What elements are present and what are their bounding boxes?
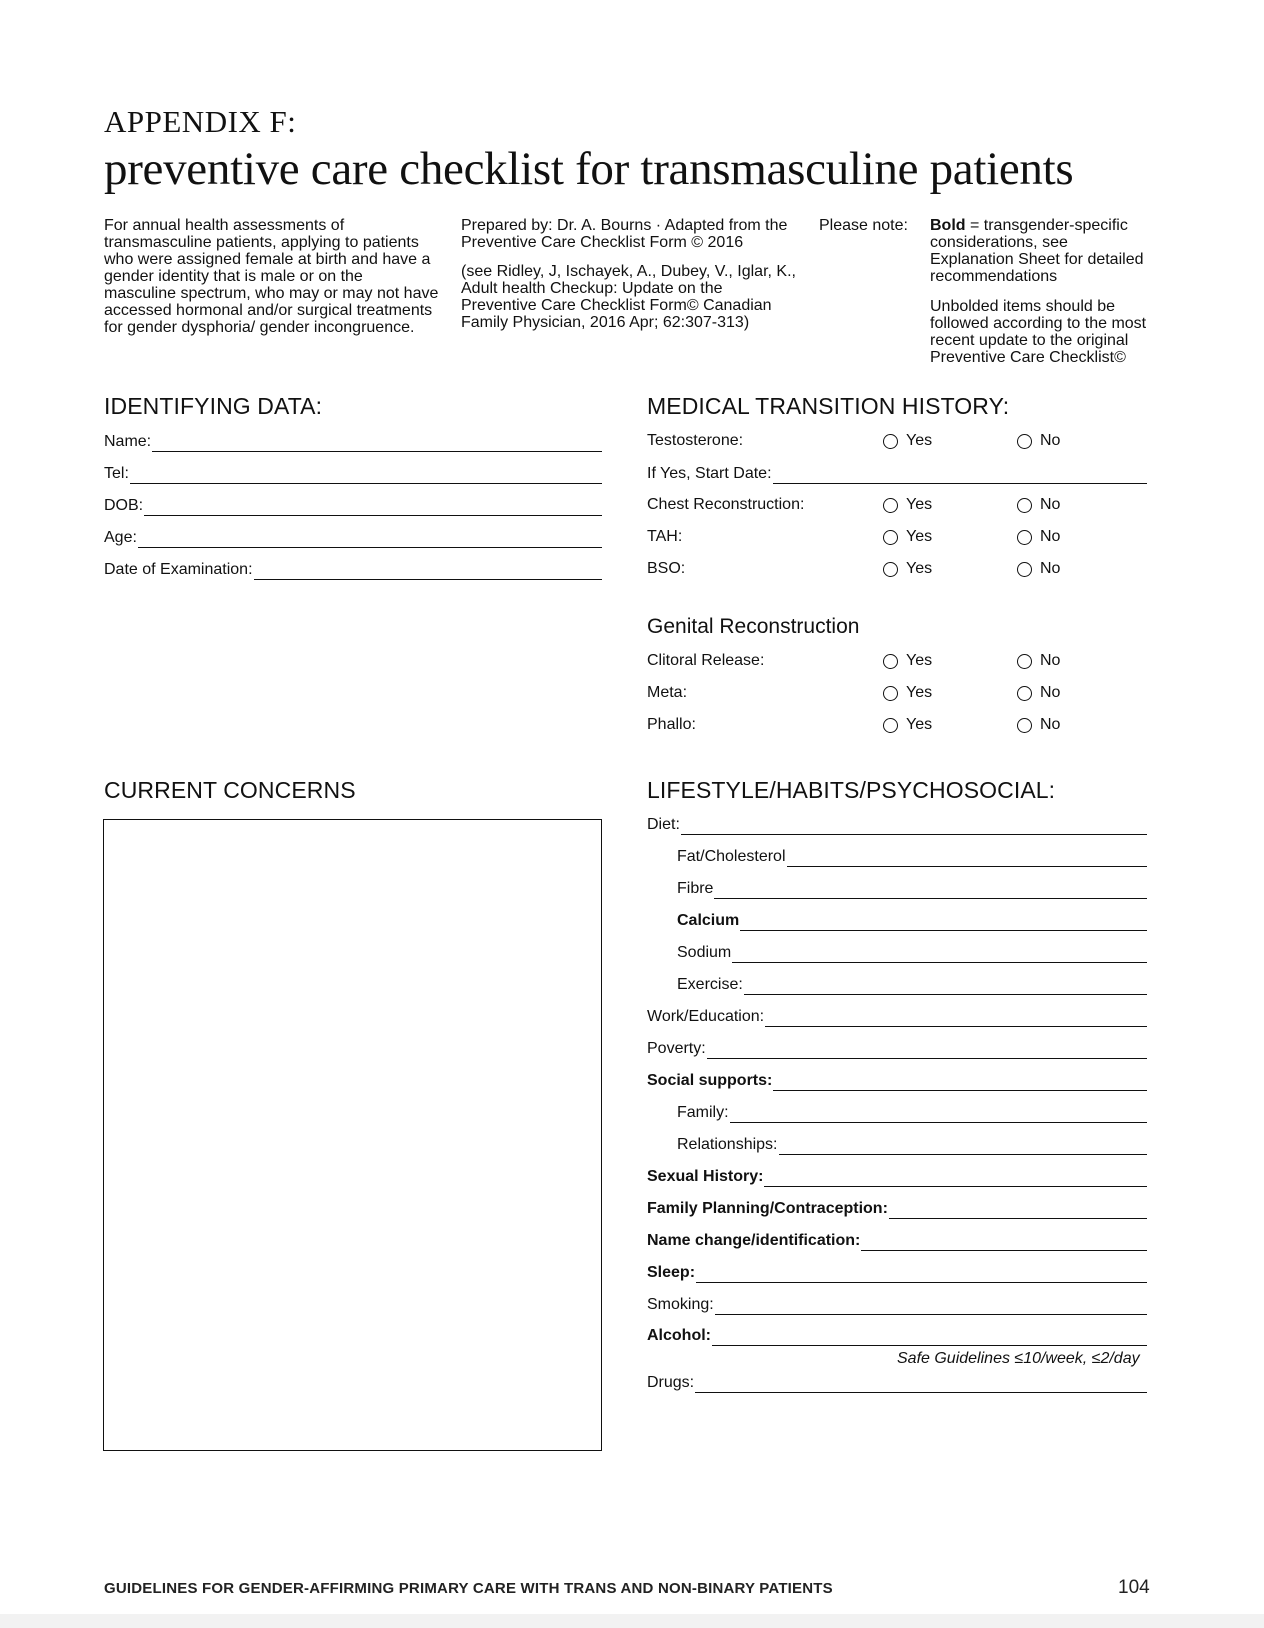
diet-input-line[interactable] <box>681 816 1147 835</box>
family-planning-label: Family Planning/Contraception: <box>647 1200 888 1217</box>
phallo-no-option[interactable] <box>1017 715 1060 735</box>
diet-field[interactable] <box>647 815 1147 835</box>
chest-yes-option[interactable] <box>883 495 932 515</box>
radio-circle-icon[interactable] <box>883 686 898 701</box>
reference-text: (see Ridley, J, Ischayek, A., Dubey, V., Iglar, K., Adult health Checkup: Update on the Preventive Care Checklist Form© Canadian Family Physician, 2016 Apr; 62:307-313) <box>461 263 796 331</box>
phallo-row <box>647 715 1147 735</box>
chest-no-option[interactable] <box>1017 495 1060 515</box>
age-input-line[interactable] <box>138 529 602 548</box>
no-label: No <box>1040 652 1061 669</box>
start-date-field[interactable] <box>647 464 1147 484</box>
family-input-line[interactable] <box>730 1104 1147 1123</box>
footer-title: GUIDELINES FOR GENDER-AFFIRMING PRIMARY CARE WITH TRANS AND NON-BINARY PATIENTS <box>104 1580 833 1597</box>
name-change-label: Name change/identification: <box>647 1232 861 1249</box>
chest-label: Chest Reconstruction: <box>647 496 805 513</box>
poverty-label: Poverty: <box>647 1040 706 1057</box>
sexual-history-label: Sexual History: <box>647 1168 764 1185</box>
yes-label: Yes <box>906 716 933 733</box>
bso-yes-option[interactable] <box>883 559 932 579</box>
alcohol-field[interactable] <box>647 1326 1147 1346</box>
dob-label: DOB: <box>104 497 144 514</box>
no-label: No <box>1040 528 1061 545</box>
tel-input-line[interactable] <box>130 465 602 484</box>
name-change-field[interactable] <box>647 1231 1147 1251</box>
testosterone-no-option[interactable] <box>1017 431 1060 451</box>
fat-label: Fat/Cholesterol <box>677 848 786 865</box>
current-concerns-heading: CURRENT CONCERNS <box>104 777 356 803</box>
family-field[interactable] <box>677 1103 1147 1123</box>
alcohol-label: Alcohol: <box>647 1327 711 1344</box>
work-input-line[interactable] <box>765 1008 1147 1027</box>
sleep-label: Sleep: <box>647 1264 696 1281</box>
radio-circle-icon[interactable] <box>1017 718 1032 733</box>
page-number: 104 <box>1118 1577 1150 1598</box>
genital-reconstruction-heading: Genital Reconstruction <box>647 615 860 638</box>
yes-label: Yes <box>906 432 933 449</box>
family-planning-input-line[interactable] <box>889 1200 1147 1219</box>
dob-field[interactable] <box>104 496 602 516</box>
radio-circle-icon[interactable] <box>883 498 898 513</box>
please-note-label: Please note: <box>819 217 908 234</box>
tel-field[interactable] <box>104 464 602 484</box>
name-label: Name: <box>104 433 152 450</box>
tah-label: TAH: <box>647 528 683 545</box>
radio-circle-icon[interactable] <box>883 434 898 449</box>
fibre-field[interactable] <box>677 879 1147 899</box>
bso-no-option[interactable] <box>1017 559 1060 579</box>
social-supports-field[interactable] <box>647 1071 1147 1091</box>
radio-circle-icon[interactable] <box>1017 686 1032 701</box>
social-supports-label: Social supports: <box>647 1072 773 1089</box>
yes-label: Yes <box>906 684 933 701</box>
radio-circle-icon[interactable] <box>883 718 898 733</box>
exam-date-label: Date of Examination: <box>104 561 253 578</box>
calcium-input-line[interactable] <box>740 912 1147 931</box>
family-label: Family: <box>677 1104 729 1121</box>
family-planning-field[interactable] <box>647 1199 1147 1219</box>
drugs-label: Drugs: <box>647 1374 695 1391</box>
bso-row <box>647 559 1147 579</box>
medical-transition-heading: MEDICAL TRANSITION HISTORY: <box>647 393 1010 419</box>
poverty-field[interactable] <box>647 1039 1147 1059</box>
yes-label: Yes <box>906 652 933 669</box>
relationships-label: Relationships: <box>677 1136 778 1153</box>
radio-circle-icon[interactable] <box>883 530 898 545</box>
name-field[interactable] <box>104 432 602 452</box>
clitoral-no-option[interactable] <box>1017 651 1060 671</box>
clitoral-yes-option[interactable] <box>883 651 932 671</box>
work-label: Work/Education: <box>647 1008 765 1025</box>
no-label: No <box>1040 684 1061 701</box>
phallo-label: Phallo: <box>647 716 696 733</box>
tah-no-option[interactable] <box>1017 527 1060 547</box>
no-label: No <box>1040 432 1061 449</box>
phallo-yes-option[interactable] <box>883 715 932 735</box>
sleep-input-line[interactable] <box>696 1264 1147 1283</box>
page-title: preventive care checklist for transmasculine patients <box>104 143 1074 195</box>
smoking-input-line[interactable] <box>715 1296 1147 1315</box>
sodium-label: Sodium <box>677 944 732 961</box>
prepared-by-text: Prepared by: Dr. A. Bourns · Adapted from the Preventive Care Checklist Form © 2016 <box>461 217 788 251</box>
yes-label: Yes <box>906 496 933 513</box>
fat-input-line[interactable] <box>787 848 1148 867</box>
dob-input-line[interactable] <box>144 497 602 516</box>
radio-circle-icon[interactable] <box>1017 654 1032 669</box>
no-label: No <box>1040 560 1061 577</box>
testosterone-row <box>647 431 1147 451</box>
no-label: No <box>1040 496 1061 513</box>
sodium-input-line[interactable] <box>732 944 1147 963</box>
radio-circle-icon[interactable] <box>1017 434 1032 449</box>
sleep-field[interactable] <box>647 1263 1147 1283</box>
sexual-history-field[interactable] <box>647 1167 1147 1187</box>
bso-label: BSO: <box>647 560 686 577</box>
sexual-history-input-line[interactable] <box>764 1168 1147 1187</box>
tah-yes-option[interactable] <box>883 527 932 547</box>
meta-label: Meta: <box>647 684 688 701</box>
chest-row <box>647 495 1147 515</box>
exam-date-input-line[interactable] <box>254 561 602 580</box>
age-label: Age: <box>104 529 137 546</box>
radio-circle-icon[interactable] <box>883 562 898 577</box>
radio-circle-icon[interactable] <box>1017 562 1032 577</box>
smoking-field[interactable] <box>647 1295 1147 1315</box>
work-field[interactable] <box>647 1007 1147 1027</box>
yes-label: Yes <box>906 560 933 577</box>
exercise-field[interactable] <box>677 975 1147 995</box>
relationships-field[interactable] <box>677 1135 1147 1155</box>
tah-row <box>647 527 1147 547</box>
fat-field[interactable] <box>677 847 1147 867</box>
intro-note <box>930 217 1155 366</box>
radio-circle-icon[interactable] <box>1017 530 1032 545</box>
exam-date-field[interactable] <box>104 560 602 580</box>
diet-label: Diet: <box>647 816 680 833</box>
lifestyle-heading: LIFESTYLE/HABITS/PSYCHOSOCIAL: <box>647 777 1056 803</box>
age-field[interactable] <box>104 528 602 548</box>
bold-key-meaning: = transgender-specific considerations, see Explanation Sheet for detailed recommendations <box>930 217 1144 285</box>
name-input-line[interactable] <box>152 433 602 452</box>
alcohol-input-line[interactable] <box>712 1327 1147 1346</box>
drugs-input-line[interactable] <box>695 1374 1147 1393</box>
intro-prepared-by <box>461 217 796 331</box>
fibre-input-line[interactable] <box>714 880 1147 899</box>
meta-row <box>647 683 1147 703</box>
intro-description <box>104 217 439 336</box>
calcium-field[interactable] <box>677 911 1147 931</box>
sodium-field[interactable] <box>677 943 1147 963</box>
testosterone-label: Testosterone: <box>647 432 744 449</box>
identifying-data-heading: IDENTIFYING DATA: <box>104 393 323 419</box>
radio-circle-icon[interactable] <box>1017 498 1032 513</box>
drugs-field[interactable] <box>647 1373 1147 1393</box>
unbolded-note: Unbolded items should be followed according to the most recent update to the original Preventive Care Checklist© <box>930 298 1147 366</box>
calcium-label: Calcium <box>677 912 740 929</box>
relationships-input-line[interactable] <box>779 1136 1148 1155</box>
start-date-input-line[interactable] <box>773 465 1147 484</box>
clitoral-row <box>647 651 1147 671</box>
meta-yes-option[interactable] <box>883 683 932 703</box>
start-date-label: If Yes, Start Date: <box>647 465 772 482</box>
tel-label: Tel: <box>104 465 129 482</box>
social-supports-input-line[interactable] <box>773 1072 1147 1091</box>
testosterone-yes-option[interactable] <box>883 431 932 451</box>
alcohol-safe-guidelines: Safe Guidelines ≤10/week, ≤2/day <box>897 1350 1140 1367</box>
no-label: No <box>1040 716 1061 733</box>
smoking-label: Smoking: <box>647 1296 714 1313</box>
viewer-bottom-edge <box>0 1614 1264 1628</box>
yes-label: Yes <box>906 528 933 545</box>
radio-circle-icon[interactable] <box>883 654 898 669</box>
exercise-label: Exercise: <box>677 976 743 993</box>
current-concerns-textarea[interactable] <box>103 819 602 1451</box>
clitoral-label: Clitoral Release: <box>647 652 765 669</box>
exercise-input-line[interactable] <box>744 976 1147 995</box>
appendix-label: APPENDIX F: <box>104 104 297 139</box>
intro-description-text: For annual health assessments of transmasculine patients, applying to patients who were assigned female at birth and have a gender identity that is male or on the masculine spectrum, who may or may not have accessed hormonal and/or surgical treatments for gender dysphoria/ gender incongruence. <box>104 217 439 336</box>
note-bold-explanation <box>930 217 1155 285</box>
poverty-input-line[interactable] <box>707 1040 1147 1059</box>
bold-key: Bold <box>930 217 966 234</box>
fibre-label: Fibre <box>677 880 714 897</box>
meta-no-option[interactable] <box>1017 683 1060 703</box>
name-change-input-line[interactable] <box>861 1232 1147 1251</box>
